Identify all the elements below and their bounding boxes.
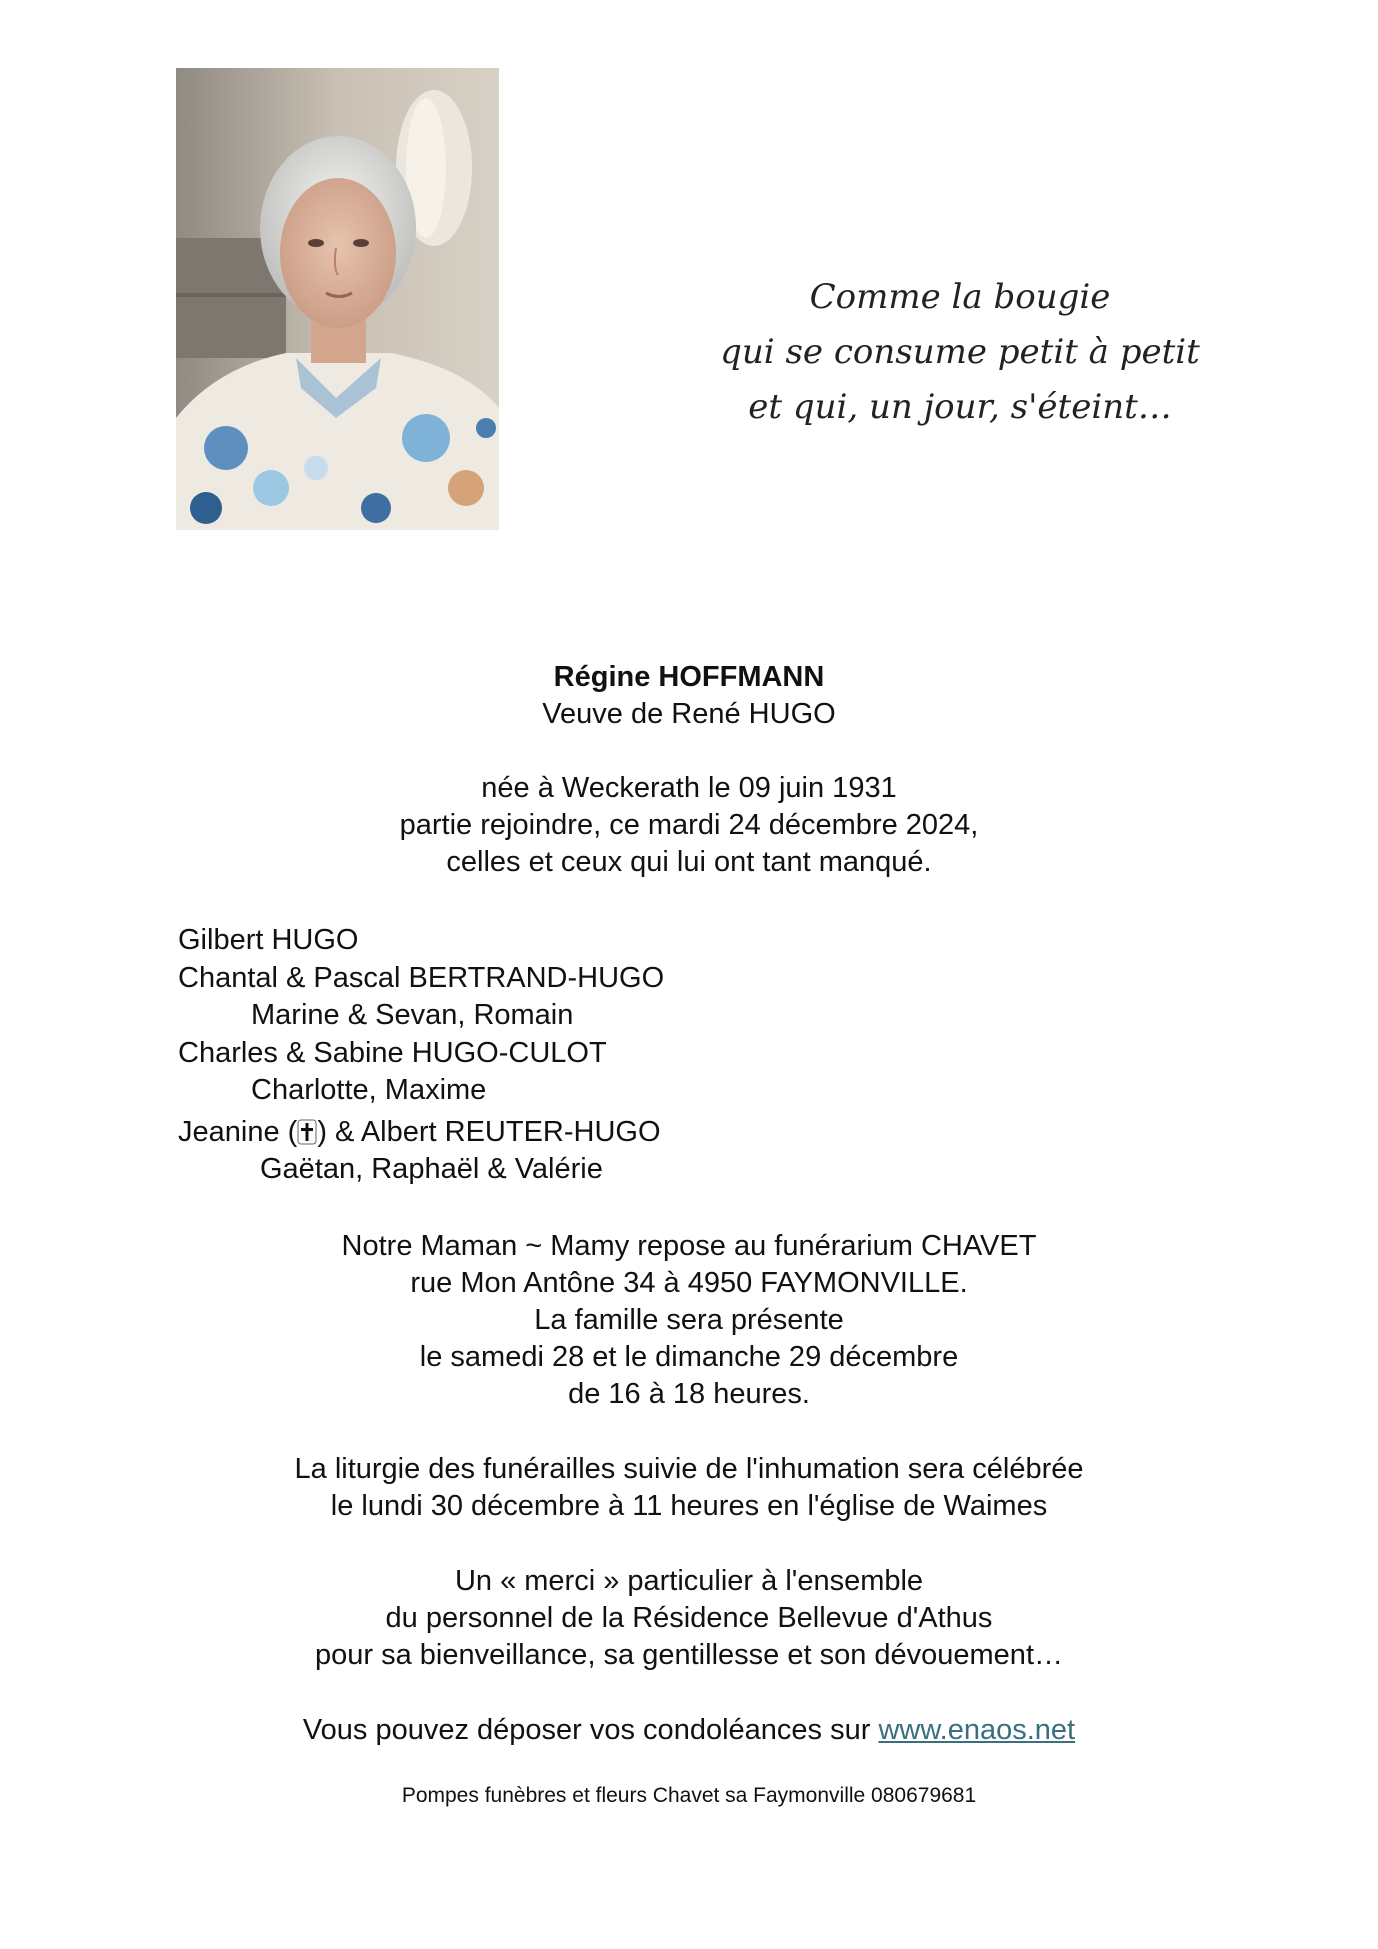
thanks-line: pour sa bienveillance, sa gentillesse et son dévouement… [314, 1639, 1063, 1671]
dates-line: celles et ceux qui lui ont tant manqué. [446, 846, 932, 878]
liturgy-line: le lundi 30 décembre à 11 heures en l'église de Waimes [330, 1490, 1048, 1522]
visitation-line: Notre Maman ~ Mamy repose au funérarium CHAVET [341, 1230, 1037, 1262]
family-line: Chantal & Pascal BERTRAND-HUGO [178, 961, 665, 994]
dates-line: née à Weckerath le 09 juin 1931 [481, 772, 897, 804]
dates-line: partie rejoindre, ce mardi 24 décembre 2024, [399, 809, 979, 841]
visitation-line: de 16 à 18 heures. [568, 1378, 810, 1410]
family-line: Gilbert HUGO [178, 924, 359, 956]
family-line: Gaëtan, Raphaël & Valérie [260, 1153, 603, 1185]
condolences-line [0, 1712, 1378, 1749]
deceased-subtitle: Veuve de René HUGO [542, 698, 836, 730]
family-line: Marine & Sevan, Romain [251, 999, 574, 1031]
condolences-text: Vous pouvez déposer vos condoléances sur [302, 1714, 879, 1746]
condolences-block [0, 1712, 1378, 1749]
liturgy-line: La liturgie des funérailles suivie de l'inhumation sera célébrée [294, 1453, 1084, 1485]
visitation-line: rue Mon Antône 34 à 4950 FAYMONVILLE. [410, 1267, 968, 1299]
visitation-line: le samedi 28 et le dimanche 29 décembre [419, 1341, 959, 1373]
thanks-block [0, 1563, 1378, 1674]
footer-text: Pompes funèbres et fleurs Chavet sa Faymonville 080679681 [401, 1784, 977, 1807]
thanks-line: Un « merci » particulier à l'ensemble [454, 1565, 924, 1597]
portrait-illustration [176, 68, 499, 530]
visitation-line: La famille sera présente [534, 1304, 844, 1336]
family-line: Charlotte, Maxime [251, 1074, 487, 1106]
poem [720, 270, 1200, 435]
thanks-line: du personnel de la Résidence Bellevue d'Athus [385, 1602, 993, 1634]
poem-line: et qui, un jour, s'éteint… [748, 387, 1172, 427]
family-line: Charles & Sabine HUGO-CULOT [178, 1036, 607, 1069]
dates-block [0, 770, 1378, 881]
cross-icon [297, 1119, 317, 1145]
poem-line: Comme la bougie [809, 277, 1111, 317]
family-line-text: ) & Albert REUTER-HUGO [317, 1115, 661, 1148]
family-line-text: Jeanine ( [178, 1115, 298, 1148]
family-line [178, 1114, 664, 1152]
deceased-name: Régine HOFFMANN [553, 661, 825, 693]
liturgy-block [0, 1451, 1378, 1525]
poem-line: qui se consume petit à petit [720, 332, 1200, 372]
condolences-link[interactable]: www.enaos.net [878, 1714, 1076, 1746]
portrait-photo [176, 68, 499, 530]
visitation-block [0, 1228, 1378, 1413]
header-block [0, 659, 1378, 733]
family-list [178, 922, 664, 1189]
